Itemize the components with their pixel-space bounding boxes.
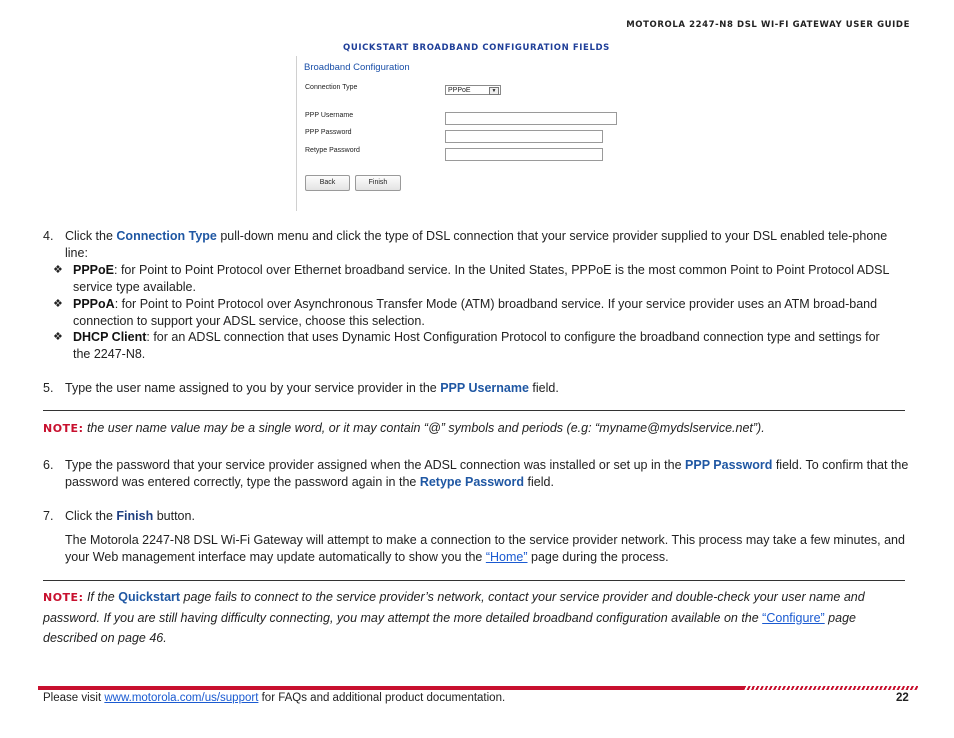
- back-button[interactable]: Back: [305, 175, 350, 191]
- step-text-post: field.: [524, 475, 554, 489]
- divider: [43, 410, 905, 411]
- step-7: [43, 508, 911, 526]
- bullet-desc: : for Point to Point Protocol over Asynchronous Transfer Mode (ATM) broadband service. If your service provider uses an ATM broad-band connection to support your ADSL service, choose this selection.: [73, 297, 878, 328]
- bullet-term: PPPoE: [73, 263, 114, 277]
- note-quickstart: [43, 587, 909, 648]
- step-number: 7.: [43, 509, 54, 523]
- note-username: [43, 418, 909, 439]
- detail-text-post: page during the process.: [527, 550, 669, 564]
- step-text-post: button.: [153, 509, 195, 523]
- step-text-pre: Click the: [65, 229, 117, 243]
- diamond-bullet-icon: ❖: [53, 264, 63, 276]
- bullet-text: [73, 296, 893, 330]
- step-text: [65, 457, 911, 491]
- bullet-dhcp-client: [53, 329, 893, 363]
- note-text-post: page described on page 46.: [43, 611, 856, 645]
- connection-type-select[interactable]: [445, 85, 501, 95]
- panel-title: Broadband Configuration: [304, 62, 410, 73]
- ppp-password-label: PPP Password: [305, 129, 352, 136]
- ppp-password-ref: PPP Password: [685, 458, 773, 472]
- bullet-pppoe: [53, 262, 893, 296]
- finish-button[interactable]: Finish: [355, 175, 401, 191]
- step-text-post: field.: [528, 381, 559, 395]
- step-text-pre: Click the: [65, 509, 117, 523]
- step-5: [43, 380, 911, 398]
- support-link[interactable]: www.motorola.com/us/support: [104, 692, 259, 704]
- note-label: NOTE:: [43, 422, 84, 435]
- detail-text-pre: The Motorola 2247-N8 DSL Wi-Fi Gateway will attempt to make a connection to the service provider network. This process may take a few minutes, and your Web management interface may update automatically to show you the: [65, 533, 905, 564]
- bullet-pppoa: [53, 296, 893, 330]
- ppp-username-label: PPP Username: [305, 112, 354, 119]
- step-text: [65, 380, 911, 397]
- note-text: the user name value may be a single word, or it may contain “@” symbols and periods (e.g: “myname@mydslservice.net”).: [83, 421, 765, 435]
- guide-title: MOTOROLA 2247-N8 DSL WI-FI GATEWAY USER GUIDE: [626, 20, 910, 30]
- retype-password-input[interactable]: [445, 148, 603, 161]
- ppp-password-input[interactable]: [445, 130, 603, 143]
- step-4: [43, 228, 911, 264]
- retype-password-ref: Retype Password: [419, 475, 525, 489]
- page-number: 22: [896, 692, 909, 704]
- step-text-pre: Type the password that your service provider assigned when the ADSL connection was installed or set up in the: [65, 458, 686, 472]
- step-number: 5.: [43, 381, 54, 395]
- connection-type-value: PPPoE: [448, 87, 471, 94]
- step-text-post: pull-down menu and click the type of DSL connection that your service provider supplied to your DSL enabled tele-phone line:: [65, 229, 888, 260]
- footer-post: for FAQs and additional product documentation.: [258, 692, 506, 704]
- footer-pre: Please visit: [43, 692, 105, 704]
- step-text: [65, 508, 911, 525]
- bullet-text: [73, 329, 893, 363]
- connection-type-ref: Connection Type: [116, 229, 217, 243]
- bullet-desc: : for Point to Point Protocol over Ethernet broadband service. In the United States, PPPoE is the most common Point to Point Protocol ADSL service type available.: [73, 263, 889, 294]
- note-label: NOTE:: [43, 591, 84, 604]
- diamond-bullet-icon: ❖: [53, 298, 63, 310]
- footer-rule: [38, 686, 744, 690]
- bullet-term: PPPoA: [73, 297, 115, 311]
- quickstart-ref: Quickstart: [118, 590, 181, 604]
- connection-type-label: Connection Type: [305, 84, 358, 91]
- divider: [43, 580, 905, 581]
- step-6: [43, 457, 911, 493]
- step-7-detail: [65, 532, 911, 566]
- diamond-bullet-icon: ❖: [53, 331, 63, 343]
- ppp-username-input[interactable]: [445, 112, 617, 125]
- step-text-pre: Type the user name assigned to you by your service provider in the: [65, 381, 441, 395]
- broadband-config-screenshot: [296, 56, 657, 211]
- note-text-mid: page fails to connect to the service provider’s network, contact your service provider and double-check your user name and password. If you are still having difficulty connecting, you may attempt the more detailed broadband configuration available on the: [43, 590, 865, 625]
- step-text-mid: field. To confirm that the password was entered correctly, type the password again in the: [65, 458, 909, 489]
- bullet-term: DHCP Client: [73, 330, 147, 344]
- home-link[interactable]: “Home”: [485, 550, 528, 564]
- bullet-text: [73, 262, 893, 296]
- footer-hatch-decoration: [744, 686, 919, 690]
- chevron-down-icon: ▼: [489, 87, 499, 95]
- footer-text: [43, 692, 505, 704]
- finish-ref: Finish: [116, 509, 154, 523]
- step-number: 4.: [43, 229, 54, 243]
- figure-caption: QUICKSTART BROADBAND CONFIGURATION FIELDS: [343, 43, 610, 53]
- ppp-username-ref: PPP Username: [440, 381, 529, 395]
- step-text: [65, 228, 911, 262]
- step-number: 6.: [43, 458, 54, 472]
- bullet-desc: : for an ADSL connection that uses Dynamic Host Configuration Protocol to configure the broadband connection type and settings for the 2247-N8.: [73, 330, 880, 361]
- configure-link[interactable]: “Configure”: [762, 611, 825, 625]
- note-text-pre: If the: [83, 590, 119, 604]
- retype-password-label: Retype Password: [305, 147, 360, 154]
